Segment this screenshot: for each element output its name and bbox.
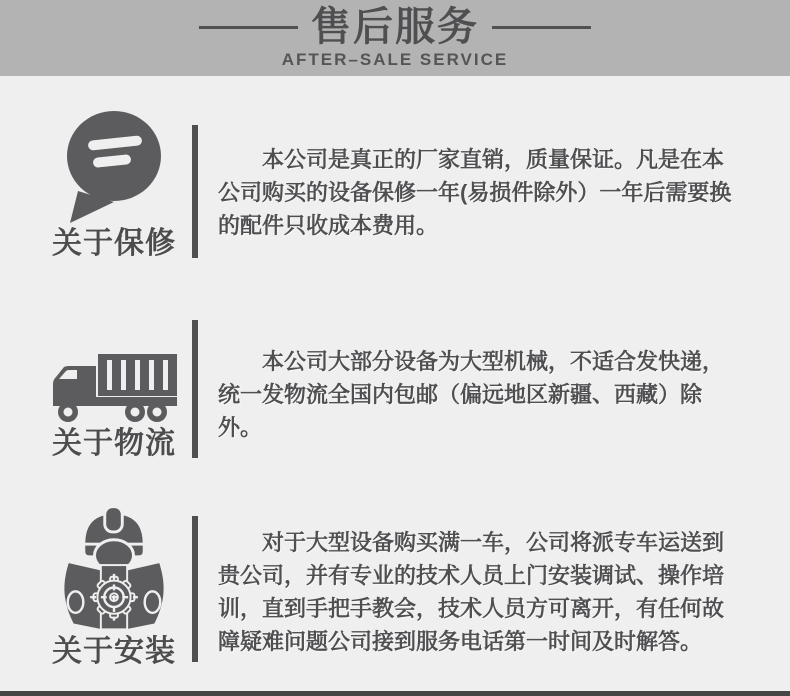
logistics-icon-column [0, 320, 192, 460]
truck-icon [51, 354, 177, 424]
worker-icon [58, 504, 170, 632]
title-left-line [199, 26, 298, 29]
logistics-text-block [198, 320, 790, 460]
section-warranty [0, 110, 790, 260]
page-title: 售后服务 [311, 5, 479, 49]
installation-paragraph: 对于大型设备购买满一车，公司将派专车运送到贵公司，并有专业的技术人员上门安装调试、操作培训，直到手把手教会，技术人员方可离开，有任何故障疑难问题公司接到服务电话第一时间及时解答。 [218, 530, 725, 654]
installation-label: 关于安装 [52, 635, 176, 668]
warranty-label: 关于保修 [52, 227, 176, 260]
page-subtitle: AFTER–SALE SERVICE [281, 50, 509, 69]
title-right-line [492, 26, 591, 29]
warranty-paragraph: 本公司是真正的厂家直销，质量保证。凡是在本公司购买的设备保修一年(易损件除外）一年后需要换的配件只收成本费用。 [218, 146, 732, 238]
speech-bubble-icon [64, 109, 164, 224]
bottom-divider-bar [0, 691, 790, 696]
warranty-text-block [198, 110, 790, 260]
logistics-paragraph: 本公司大部分设备为大型机械，不适合发快递，统一发物流全国内包邮（偏远地区新疆、西藏）除外。 [218, 348, 725, 440]
warranty-icon-column [0, 110, 192, 260]
logistics-label: 关于物流 [52, 427, 176, 460]
installation-icon-column [0, 498, 192, 668]
installation-text-block [198, 498, 790, 668]
header [0, 0, 790, 76]
section-installation [0, 498, 790, 668]
section-logistics [0, 320, 790, 460]
title-row [199, 7, 591, 47]
